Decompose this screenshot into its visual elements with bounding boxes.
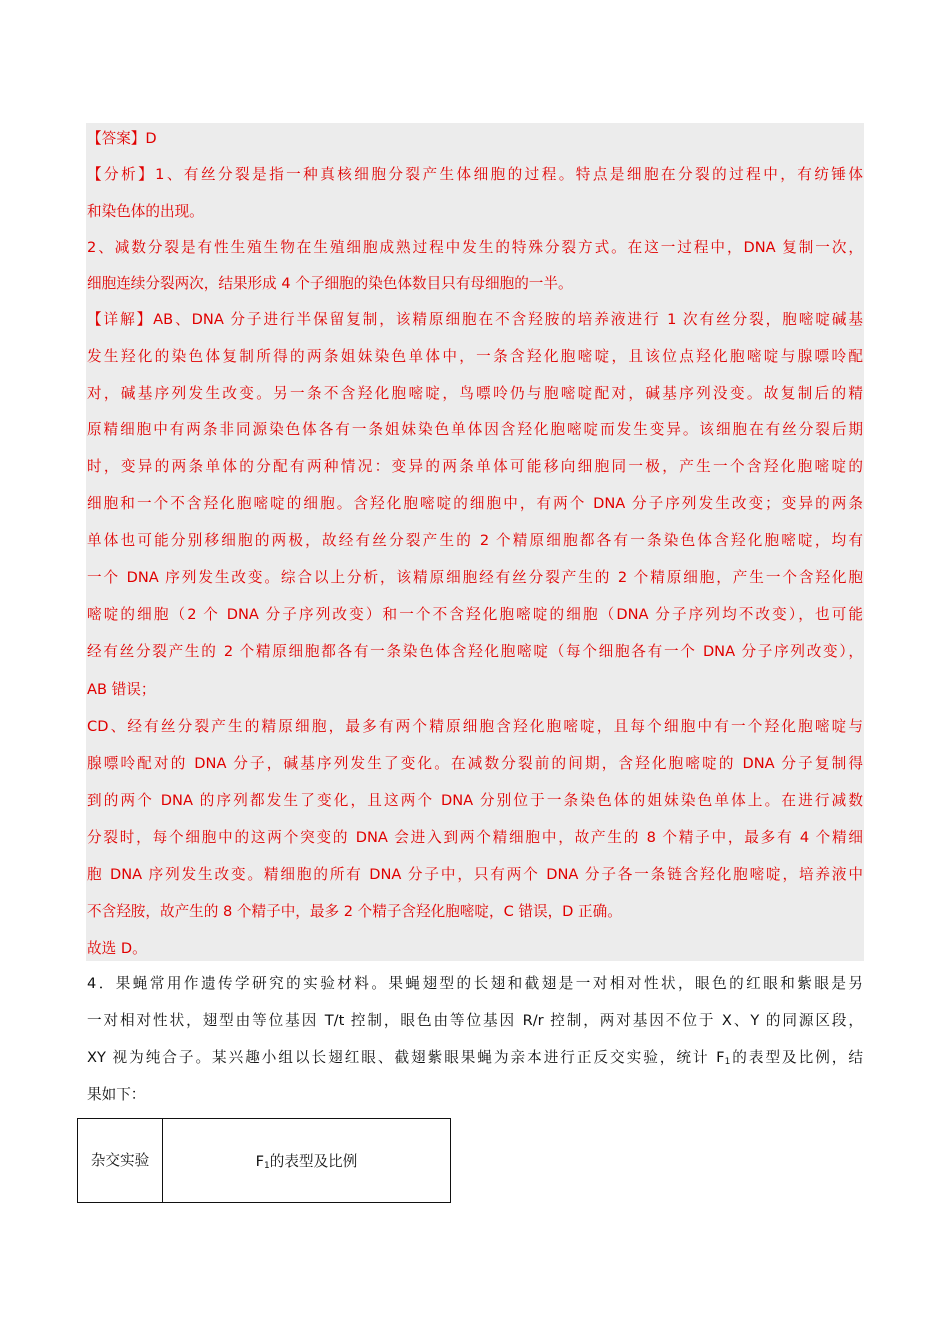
- answer-line: 原精细胞中有两条非同源染色体各有一条姐妹染色单体因含羟化胞嘧啶而发生变异。该细胞在有丝分裂后期: [87, 421, 863, 438]
- answer-line: 【分析】1、有丝分裂是指一种真核细胞分裂产生体细胞的过程。特点是细胞在分裂的过程中，有纺锤体: [87, 166, 863, 183]
- answer-line: 发生羟化的染色体复制所得的两条姐妹染色单体中，一条含羟化胞嘧啶，且该位点羟化胞嘧啶与腺嘌呤配: [87, 348, 863, 365]
- answer-line: 【答案】D: [87, 130, 157, 147]
- answer-line: 嘧啶的细胞（2 个 DNA 分子序列改变）和一个不含羟化胞嘧啶的细胞（DNA 分子序列均不改变），也可能: [87, 606, 863, 623]
- answer-line: 一个 DNA 序列发生改变。综合以上分析，该精原细胞经有丝分裂产生的 2 个精原细胞，产生一个含羟化胞: [87, 569, 863, 586]
- answer-line: 腺嘌呤配对的 DNA 分子，碱基序列发生了变化。在减数分裂前的间期，含羟化胞嘧啶的 DNA 分子复制得: [87, 755, 863, 772]
- answer-line: 细胞连续分裂两次，结果形成 4 个子细胞的染色体数目只有母细胞的一半。: [87, 275, 573, 292]
- answer-line: 经有丝分裂产生的 2 个精原细胞都各有一条染色体含羟化胞嘧啶（每个细胞各有一个 DNA 分子序列改变），: [87, 643, 863, 660]
- answer-line: 2、减数分裂是有性生殖生物在生殖细胞成熟过程中发生的特殊分裂方式。在这一过程中，DNA 复制一次，: [87, 239, 863, 256]
- question-line: 一对相对性状，翅型由等位基因 T/t 控制，眼色由等位基因 R/r 控制，两对基因不位于 X、Y 的同源区段，: [87, 1012, 863, 1029]
- answer-line: 不含羟胺，故产生的 8 个精子中，最多 2 个精子含羟化胞嘧啶，C 错误，D 正确。: [87, 903, 622, 920]
- table-header-cross: 杂交实验: [78, 1119, 163, 1203]
- answer-line: CD、经有丝分裂产生的精原细胞，最多有两个精原细胞含羟化胞嘧啶，且每个细胞中有一个羟化胞嘧啶与: [87, 718, 863, 735]
- question-line: 果如下：: [87, 1086, 146, 1103]
- answer-line: 分裂时，每个细胞中的这两个突变的 DNA 会进入到两个精细胞中，故产生的 8 个精子中，最多有 4 个精细: [87, 829, 863, 846]
- answer-line: 细胞和一个不含羟化胞嘧啶的细胞。含羟化胞嘧啶的细胞中，有两个 DNA 分子序列发生改变；变异的两条: [87, 495, 863, 512]
- answer-line: 单体也可能分别移细胞的两极，故经有丝分裂产生的 2 个精原细胞都各有一条染色体含羟化胞嘧啶，均有: [87, 532, 863, 549]
- answer-line: 对，碱基序列发生改变。另一条不含羟化胞嘧啶，鸟嘌呤仍与胞嘧啶配对，碱基序列没变。故复制后的精: [87, 385, 863, 402]
- answer-line: 到的两个 DNA 的序列都发生了变化，且这两个 DNA 分别位于一条染色体的姐妹染色单体上。在进行减数: [87, 792, 863, 809]
- answer-line: AB 错误；: [87, 681, 156, 698]
- conclusion-line: 故选 D。: [87, 940, 147, 957]
- question-line: 4．果蝇常用作遗传学研究的实验材料。果蝇翅型的长翅和截翅是一对相对性状，眼色的红眼和紫眼是另: [87, 975, 863, 992]
- cross-result-table: [77, 1118, 451, 1203]
- answer-line: 和染色体的出现。: [87, 203, 204, 220]
- answer-line: 【详解】AB、DNA 分子进行半保留复制，该精原细胞在不含羟胺的培养液进行 1 次有丝分裂，胞嘧啶碱基: [87, 311, 863, 328]
- table-header-f1-phenotype: $F_1$的表型及比例: [163, 1119, 451, 1203]
- question-line: XY 视为纯合子。某兴趣小组以长翅红眼、截翅紫眼果蝇为亲本进行正反交实验，统计 $F_1$的表型及比例，结: [87, 1049, 863, 1067]
- answer-line: 时，变异的两条单体的分配有两种情况：变异的两条单体可能移向细胞同一极，产生一个含羟化胞嘧啶的: [87, 458, 863, 475]
- answer-line: 胞 DNA 序列发生改变。精细胞的所有 DNA 分子中，只有两个 DNA 分子各一条链含羟化胞嘧啶，培养液中: [87, 866, 863, 883]
